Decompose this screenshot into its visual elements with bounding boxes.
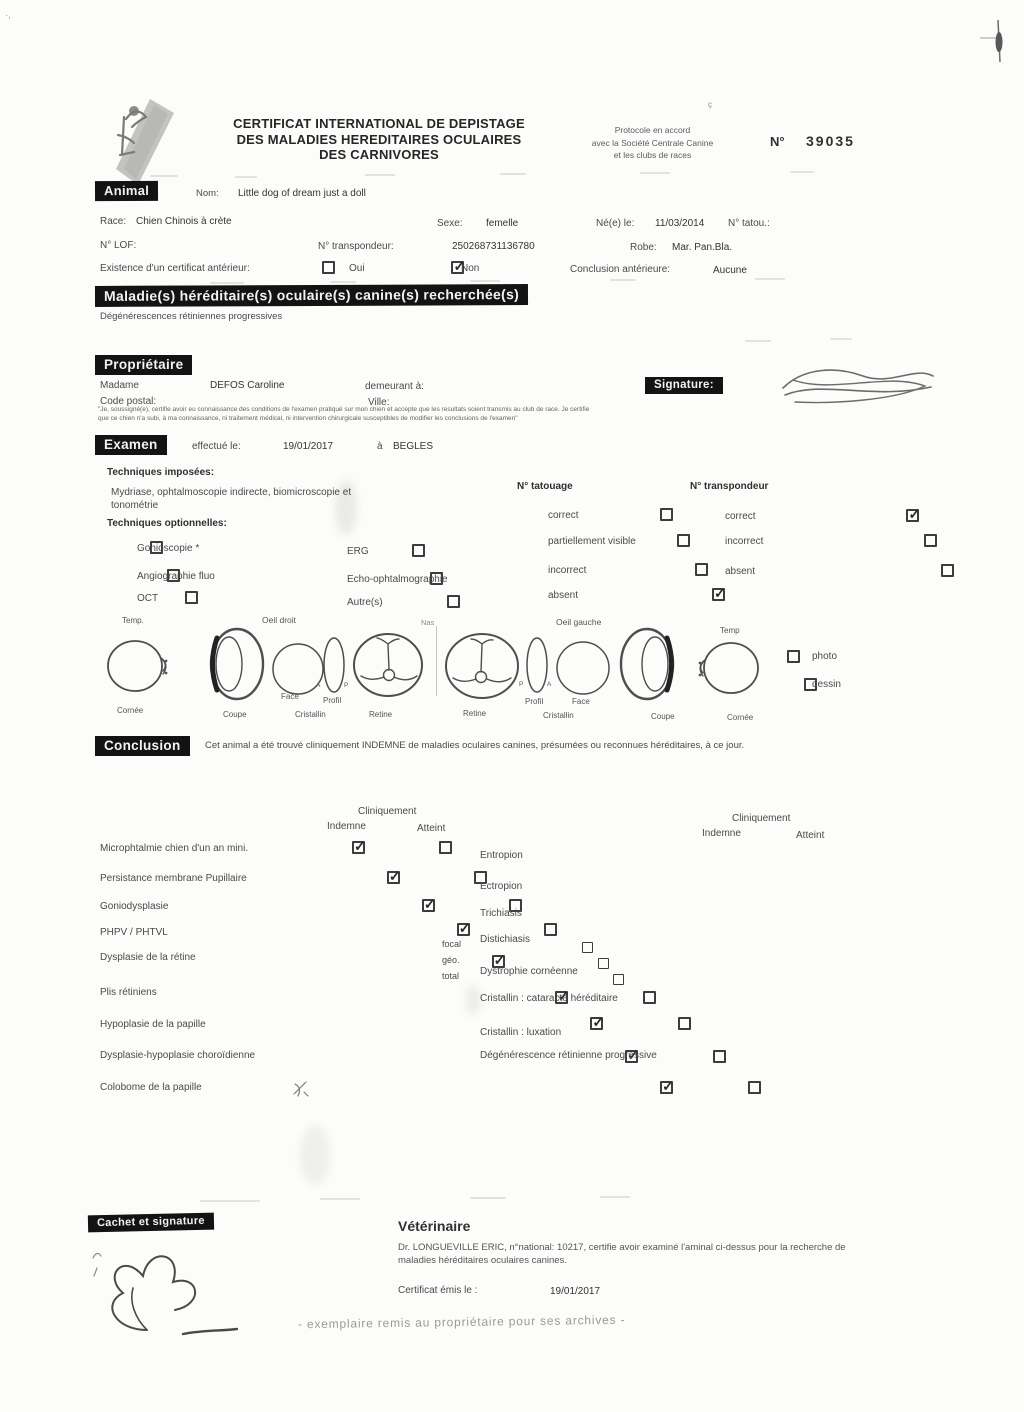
checkbox-photo[interactable]	[787, 650, 800, 663]
tech-optionnelles-label: Techniques optionnelles:	[107, 518, 227, 529]
col-header-indemne-left: Indemne	[327, 821, 366, 832]
title-line1: CERTIFICAT INTERNATIONAL DE DEPISTAGE	[233, 116, 525, 131]
retine-gauche-sketch	[443, 630, 524, 702]
checkbox-tat-partiel[interactable]	[677, 534, 690, 547]
nom-value: Little dog of dream just a doll	[238, 188, 366, 199]
tech-imposees-label: Techniques imposées:	[107, 467, 215, 478]
checkbox-indemne[interactable]	[660, 1081, 673, 1094]
scan-artifact	[500, 173, 526, 175]
cristallin-left-label: Cristallin	[295, 710, 326, 719]
transpondeur-header: N° transpondeur	[690, 481, 769, 492]
col-header-cliniquement-left: Cliniquement	[358, 806, 417, 817]
row-label: Trichiasis	[480, 908, 522, 919]
row-label: Microphtalmie chien d'un an mini.	[100, 843, 249, 854]
checkbox-indemne[interactable]	[457, 923, 470, 936]
scan-smudge	[300, 1125, 330, 1185]
civilite: Madame	[100, 380, 139, 391]
tat-incorrect-label: incorrect	[548, 565, 587, 576]
row-label: Colobome de la papille	[100, 1082, 202, 1093]
p-right-label: P	[519, 681, 524, 688]
checkbox-atteint[interactable]	[544, 923, 557, 936]
tat-absent-label: absent	[548, 590, 579, 601]
checkbox-atteint[interactable]	[643, 991, 656, 1004]
scan-artifact	[365, 174, 395, 176]
temp-right-label: Temp	[720, 626, 740, 635]
vet-signature	[85, 1238, 245, 1348]
a-right-label: A	[547, 681, 552, 688]
scan-artifact	[470, 1197, 506, 1199]
checkbox-atteint-geo[interactable]	[598, 958, 609, 969]
row-label: Plis rétiniens	[100, 987, 157, 998]
tech-imposees-line1: Mydriase, ophtalmoscopie indirecte, biomicroscopie et	[111, 487, 352, 498]
scan-artifact	[200, 1200, 260, 1202]
scan-artifact	[610, 279, 636, 281]
row-label: Cristallin : luxation	[480, 1027, 562, 1038]
row-label: Hypoplasie de la papille	[100, 1019, 206, 1030]
checkbox-atteint[interactable]	[713, 1050, 726, 1063]
tat-partiel-label: partiellement visible	[548, 536, 636, 547]
checkbox-atteint-total[interactable]	[613, 974, 624, 985]
oeil-gauche-label: Oeil gauche	[556, 617, 602, 627]
tat-correct-label: correct	[548, 510, 579, 521]
transpondeur-value: 250268731136780	[452, 241, 535, 252]
certificat-anterieur-label: Existence d'un certificat antérieur:	[100, 263, 250, 274]
protocol-note	[555, 124, 750, 162]
cornee-left-label: Cornée	[117, 706, 144, 715]
nom-label: Nom:	[196, 188, 219, 199]
emis-date: 19/01/2017	[550, 1286, 601, 1297]
section-proprietaire: Propriétaire	[95, 355, 192, 375]
tech-imposees-text	[111, 486, 351, 512]
trans-absent-label: absent	[725, 566, 756, 577]
ville-label: Ville:	[368, 397, 390, 408]
col-header-indemne-right: Indemne	[702, 828, 741, 839]
echo-label: Echo-ophtalmographie	[347, 574, 448, 585]
retine-gauche-label: Retine	[463, 709, 487, 718]
a-label: à	[377, 441, 383, 452]
checkbox-indemne[interactable]	[590, 1017, 603, 1030]
oct-label: OCT	[137, 593, 159, 604]
lof-label: N° LOF:	[100, 240, 137, 251]
coupe-left-label: Coupe	[223, 710, 247, 719]
scan-artifact	[640, 172, 670, 174]
section-examen: Examen	[95, 435, 167, 455]
dessin-label: dessin	[812, 679, 841, 690]
section-conclusion: Conclusion	[95, 736, 190, 756]
row-label: Persistance membrane Pupillaire	[100, 873, 247, 884]
col-header-cliniquement-right: Cliniquement	[732, 813, 791, 824]
scan-artifact	[330, 281, 356, 283]
title-line2: DES MALADIES HEREDITAIRES OCULAIRES	[236, 131, 522, 147]
checkbox-oui[interactable]	[322, 261, 335, 274]
scan-artifact	[320, 1198, 360, 1200]
owner-attestation	[98, 406, 898, 423]
scan-artifact	[210, 282, 244, 284]
row-label: Entropion	[480, 850, 523, 861]
trans-correct-label: correct	[725, 511, 756, 522]
scan-artifact	[745, 340, 771, 342]
title-line3: DES CARNIVORES	[319, 147, 439, 162]
checkbox-trans-correct[interactable]	[906, 509, 919, 522]
sexe-value: femelle	[486, 218, 519, 229]
pen-mark	[290, 1078, 312, 1100]
robe-label: Robe:	[630, 242, 657, 253]
col-header-atteint-right: Atteint	[796, 830, 825, 841]
checkbox-tat-incorrect[interactable]	[695, 563, 708, 576]
demeurant-label: demeurant à:	[365, 381, 424, 392]
autres-label: Autre(s)	[347, 597, 383, 608]
attestation-line2: que ce chien n'a subi, à ma connaissance, ni traitement médical, ni intervention chirurgicale susceptibles de modifier les conclusions de l'examen"	[98, 414, 518, 422]
conclusion-text: Cet animal a été trouvé cliniquement INDEMNE de maladies oculaires canines, présumées ou reconnues héréditaires, à ce jour.	[205, 740, 745, 751]
protocol-line2: avec la Société Centrale Canine	[591, 137, 714, 148]
scan-artifact	[830, 338, 852, 340]
scan-artifact	[755, 278, 785, 280]
focal-label: focal	[442, 939, 462, 949]
protocol-line1: Protocole en accord	[614, 125, 691, 135]
scan-artifact	[790, 171, 814, 173]
photo-label: photo	[812, 651, 838, 662]
section-animal: Animal	[95, 181, 158, 201]
temp-left-label: Temp.	[122, 616, 144, 625]
checkbox-atteint-focal[interactable]	[582, 942, 593, 953]
profil-right-label: Profil	[525, 697, 544, 706]
maladies-value: Dégénérescences rétiniennes progressives	[100, 311, 283, 322]
vet-title: Vétérinaire	[398, 1218, 471, 1234]
scan-artifact	[600, 1196, 630, 1198]
cristallin-face-right-sketch	[555, 640, 611, 696]
examen-lieu: BEGLES	[393, 441, 434, 452]
ne-label: Né(e) le:	[596, 218, 635, 229]
robe-value: Mar. Pan.Bla.	[672, 242, 733, 253]
cornea-left-sketch	[103, 635, 175, 697]
proprietaire-nom: DEFOS Caroline	[210, 380, 285, 391]
coupe-right-sketch	[619, 626, 677, 702]
owner-signature	[775, 360, 940, 410]
coupe-right-label: Coupe	[651, 712, 675, 721]
row-label: PHPV / PHTVL	[100, 927, 168, 938]
cornee-right-label: Cornée	[727, 713, 754, 722]
retine-droit-label: Retine	[369, 710, 393, 719]
attestation-line1: "Je, soussigné(e), certifie avoir eu connaissance des conditions de l'examen pratiqué sur mon chien et accepte que les resultats soient transmis au club de race. Je certifie	[98, 406, 590, 413]
oui-label: Oui	[349, 263, 365, 274]
checkbox-tat-absent[interactable]	[712, 588, 725, 601]
checkbox-atteint[interactable]	[678, 1017, 691, 1030]
checkbox-indemne[interactable]	[422, 899, 435, 912]
non-label: Non	[461, 263, 480, 274]
certificate-title	[205, 116, 553, 163]
angiographie-label: Angiographie fluo	[137, 571, 215, 582]
certificate-number-label: N°	[770, 134, 785, 149]
geo-label: géo.	[442, 955, 460, 965]
p-left-label: P	[344, 682, 349, 689]
gonioscopie-label: Gonioscopie *	[137, 543, 200, 554]
checkbox-autres[interactable]	[447, 595, 460, 608]
scan-artifact	[235, 176, 257, 178]
total-label: total	[442, 971, 460, 981]
checkbox-indemne[interactable]	[352, 841, 365, 854]
section-cachet: Cachet et signature	[88, 1213, 214, 1233]
checkbox-trans-absent[interactable]	[941, 564, 954, 577]
erg-label: ERG	[347, 546, 369, 557]
examen-date: 19/01/2017	[283, 441, 334, 452]
row-label: Dysplasie de la rétine	[100, 952, 196, 963]
emis-label: Certificat émis le :	[398, 1285, 478, 1296]
row-label: Cristallin : cataracte héréditaire	[480, 993, 618, 1004]
code-postal-label: Code postal:	[100, 396, 157, 407]
checkbox-atteint[interactable]	[748, 1081, 761, 1094]
nas-label: Nas	[421, 618, 435, 627]
tatouage-header: N° tatouage	[517, 481, 573, 492]
race-label: Race:	[100, 216, 127, 227]
face-left-label: Face	[281, 692, 299, 701]
col-header-atteint-left: Atteint	[417, 823, 446, 834]
conclusion-table	[95, 800, 935, 1110]
coupe-left-sketch	[207, 626, 265, 702]
eye-schema-row	[95, 610, 935, 730]
checkbox-erg[interactable]	[412, 544, 425, 557]
tatou-label: N° tatou.:	[728, 218, 770, 229]
tech-imposees-line2: tonométrie	[111, 500, 159, 511]
row-label: Dégénérescence rétinienne progressive	[480, 1050, 657, 1061]
vet-text: Dr. LONGUEVILLE ERIC, n°national: 10217, certifie avoir examiné l'aminal ci-dessus pour la recherche de maladies héréditaires oculaires canines.	[398, 1242, 846, 1266]
staple-mark	[978, 14, 1018, 76]
trans-incorrect-label: incorrect	[725, 536, 764, 547]
cristallin-right-label: Cristallin	[543, 711, 574, 720]
row-label: Dystrophie cornéenne	[480, 966, 578, 977]
face-right-label: Face	[572, 697, 590, 706]
row-label: Distichiasis	[480, 934, 531, 945]
a-left-label: A	[316, 682, 321, 689]
conclusion-anterieure-value: Aucune	[713, 265, 747, 276]
transpondeur-label: N° transpondeur:	[318, 241, 394, 252]
profil-left-label: Profil	[323, 696, 342, 705]
certificate-number: 39035	[806, 133, 855, 149]
scan-artifact	[470, 280, 500, 282]
checkbox-tat-correct[interactable]	[660, 508, 673, 521]
checkbox-indemne[interactable]	[387, 871, 400, 884]
footnote: - exemplaire remis au propriétaire pour ses archives -	[297, 1312, 626, 1332]
checkbox-trans-incorrect[interactable]	[924, 534, 937, 547]
protocol-line3: et les clubs de races	[613, 150, 692, 160]
schema-divider	[436, 626, 437, 696]
row-label: Goniodysplasie	[100, 901, 169, 912]
scan-artifact: ·‚	[5, 10, 11, 21]
retine-droit-sketch	[351, 630, 425, 700]
effectue-label: effectué le:	[192, 441, 241, 452]
conclusion-anterieure-label: Conclusion antérieure:	[570, 264, 671, 275]
cornea-right-sketch	[691, 637, 763, 699]
sexe-label: Sexe:	[437, 218, 463, 229]
row-label: Ectropion	[480, 881, 523, 892]
oeil-droit-label: Oeil droit	[262, 615, 297, 625]
checkbox-oct[interactable]	[185, 591, 198, 604]
scc-logo	[110, 95, 180, 187]
ne-value: 11/03/2014	[655, 218, 705, 229]
race-value: Chien Chinois à crète	[136, 216, 232, 227]
checkbox-atteint[interactable]	[439, 841, 452, 854]
section-maladies: Maladie(s) héréditaire(s) oculaire(s) canine(s) recherchée(s)	[95, 284, 528, 307]
row-label: Dysplasie-hypoplasie choroïdienne	[100, 1050, 256, 1061]
scan-artifact: ç	[708, 100, 712, 109]
signature-label: Signature:	[645, 377, 723, 394]
